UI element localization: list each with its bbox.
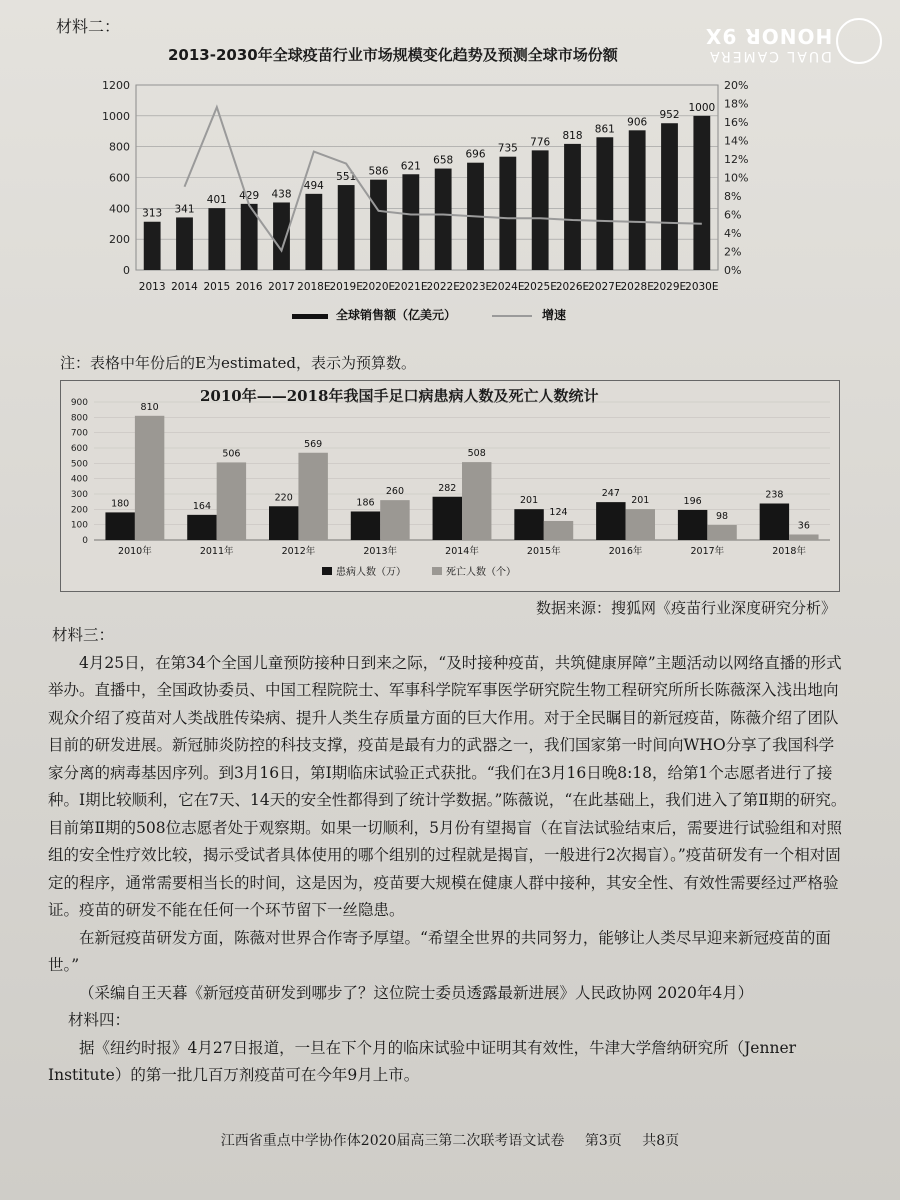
chart2-bar-deaths bbox=[462, 462, 491, 540]
chart1-data-label: 438 bbox=[271, 188, 292, 201]
chart1-legend-label-sales: 全球销售额（亿美元） bbox=[336, 308, 457, 322]
chart1-data-label: 586 bbox=[368, 165, 389, 178]
body-text bbox=[48, 622, 848, 1090]
chart1-title: 2013-2030年全球疫苗行业市场规模变化趋势及预测全球市场份额 bbox=[168, 46, 618, 64]
chart2-bar-deaths bbox=[380, 500, 409, 540]
chart2-data-label-cases: 220 bbox=[274, 492, 293, 504]
chart2-data-label-deaths: 36 bbox=[797, 520, 810, 532]
chart1-data-label: 906 bbox=[627, 116, 648, 129]
chart2-y-tick: 600 bbox=[70, 444, 88, 454]
page-total: 共8页 bbox=[642, 1133, 680, 1149]
chart1-y2-tick: 4% bbox=[724, 227, 742, 240]
chart1-y2-tick: 2% bbox=[724, 245, 742, 259]
chart2-bar-deaths bbox=[217, 462, 246, 540]
material-2-label: 材料二： bbox=[56, 17, 121, 36]
chart2-bar-cases bbox=[105, 512, 134, 540]
chart2-data-label-deaths: 506 bbox=[222, 448, 241, 460]
chart1-bar bbox=[435, 169, 452, 270]
chart1-x-tick: 2030E bbox=[685, 281, 719, 293]
chart1-data-label: 1000 bbox=[688, 101, 716, 114]
camera-logo-icon bbox=[836, 18, 882, 64]
chart1-bar bbox=[661, 123, 678, 270]
chart2-x-tick: 2011年 bbox=[199, 546, 234, 557]
chart2-data-label-cases: 180 bbox=[111, 498, 130, 510]
chart1-data-label: 341 bbox=[174, 203, 195, 216]
chart2-bar-deaths bbox=[789, 534, 818, 540]
chart2-y-tick: 700 bbox=[70, 428, 88, 439]
citation: （采编自王天暮《新冠疫苗研发到哪步了？这位院士委员透露最新进展》人民政协网 2020年4月） bbox=[79, 983, 754, 1002]
chart2-bar-cases bbox=[760, 504, 789, 540]
chart1-x-tick: 2025E bbox=[523, 281, 557, 293]
chart2-legend-label-deaths: 死亡人数（个） bbox=[446, 567, 516, 578]
chart2-bar-deaths bbox=[298, 453, 327, 540]
chart2-svg bbox=[60, 380, 838, 590]
chart1-data-label: 658 bbox=[433, 154, 454, 167]
chart1-x-tick: 2013 bbox=[138, 281, 166, 293]
chart2-y-tick: 500 bbox=[70, 459, 88, 470]
chart2-x-tick: 2012年 bbox=[281, 546, 316, 557]
chart2-data-label-cases: 186 bbox=[356, 497, 375, 509]
chart1-bar bbox=[176, 217, 193, 270]
chart1-data-label: 551 bbox=[336, 171, 357, 184]
chart1-y-tick: 0 bbox=[123, 264, 130, 277]
chart2-y-tick: 0 bbox=[82, 536, 88, 546]
chart1-x-tick: 2029E bbox=[652, 281, 687, 293]
chart1-y2-tick: 20% bbox=[724, 79, 749, 92]
chart1-bar bbox=[144, 222, 161, 270]
chart2-data-label-deaths: 201 bbox=[631, 495, 650, 507]
chart1-data-label: 776 bbox=[530, 136, 551, 149]
chart2-x-tick: 2016年 bbox=[608, 546, 643, 557]
chart1-bar bbox=[499, 157, 516, 270]
chart1-bar bbox=[402, 174, 419, 270]
chart2-data-label-cases: 282 bbox=[438, 482, 457, 494]
chart1-y-tick: 1000 bbox=[102, 109, 130, 123]
chart2-bar-deaths bbox=[135, 416, 164, 540]
chart1-x-tick: 2018E bbox=[297, 281, 331, 293]
chart2-data-label-cases: 201 bbox=[519, 495, 539, 507]
chart1-y2-tick: 12% bbox=[724, 153, 749, 166]
chart2-y-tick: 800 bbox=[70, 413, 88, 424]
chart2-x-tick: 2017年 bbox=[690, 546, 725, 557]
chart2-x-tick: 2015年 bbox=[526, 546, 561, 557]
chart2-title: 2010年——2018年我国手足口病患病人数及死亡人数统计 bbox=[200, 387, 599, 405]
chart1-note: 注：表格中年份后的E为estimated，表示为预算数。 bbox=[60, 354, 417, 372]
chart2-x-tick: 2010年 bbox=[118, 546, 152, 557]
chart2-bar-cases bbox=[514, 509, 543, 540]
chart1-data-label: 861 bbox=[594, 123, 615, 136]
chart2-legend-label-cases: 患病人数（万） bbox=[336, 567, 406, 578]
chart1-x-tick: 2015 bbox=[203, 281, 231, 293]
chart1-data-label: 735 bbox=[497, 142, 518, 155]
chart2-x-tick: 2013年 bbox=[363, 546, 398, 557]
chart1-x-tick: 2028E bbox=[620, 281, 654, 293]
chart2-data-label-cases: 247 bbox=[601, 488, 620, 500]
chart1-x-tick: 2023E bbox=[458, 281, 493, 293]
chart1-bar bbox=[338, 185, 355, 270]
chart2-bar-cases bbox=[433, 497, 462, 540]
chart2-legend-swatch-cases bbox=[322, 567, 332, 575]
chart1-data-label: 818 bbox=[562, 129, 583, 142]
chart1-x-tick: 2017 bbox=[268, 281, 295, 293]
chart2-bar-cases bbox=[187, 515, 216, 540]
chart1-y2-tick: 10% bbox=[724, 171, 749, 185]
chart1-y-tick: 800 bbox=[109, 140, 130, 154]
chart1-x-tick: 2026E bbox=[555, 281, 590, 293]
chart2-bar-cases bbox=[351, 511, 380, 540]
chart2-y-tick: 300 bbox=[70, 490, 88, 500]
chart1-y-tick: 400 bbox=[109, 202, 130, 216]
chart1-x-tick: 2016 bbox=[235, 281, 263, 293]
data-source: 数据来源：搜狐网《疫苗行业深度研究分析》 bbox=[535, 599, 836, 617]
exam-name: 江西省重点中学协作体2020届高三第二次联考语文试卷 bbox=[220, 1133, 565, 1149]
page-footer bbox=[0, 1130, 900, 1150]
chart1-data-label: 313 bbox=[142, 207, 163, 220]
camera-watermark-line1: HONOR 9X bbox=[704, 24, 832, 48]
chart1-bar bbox=[208, 208, 225, 270]
chart1-y2-tick: 8% bbox=[724, 190, 742, 203]
chart2-data-label-deaths: 98 bbox=[716, 510, 729, 522]
page-number: 第3页 bbox=[584, 1133, 622, 1149]
chart2-bar-cases bbox=[596, 502, 625, 540]
chart1-data-label: 696 bbox=[465, 148, 486, 161]
chart1-y-tick: 1200 bbox=[102, 79, 130, 92]
paragraph-2: 在新冠疫苗研发方面，陈薇对世界合作寄予厚望。“希望全世界的共同努力，能够让人类尽早迎来新冠疫苗的面世。” bbox=[48, 928, 831, 974]
chart2-data-label-cases: 164 bbox=[192, 500, 212, 512]
chart1-bar bbox=[532, 150, 549, 270]
chart1-data-label: 621 bbox=[400, 160, 421, 173]
chart2-y-tick: 400 bbox=[70, 474, 88, 485]
chart2-bar-deaths bbox=[544, 521, 573, 540]
chart1-bar bbox=[693, 116, 710, 270]
chart1-x-tick: 2014 bbox=[171, 281, 198, 293]
chart1-bar bbox=[564, 144, 581, 270]
camera-watermark-line2: DUAL CAMERA bbox=[708, 48, 832, 64]
chart1-bar bbox=[596, 137, 613, 270]
chart1-bar bbox=[273, 202, 290, 270]
material-4-label: 材料四： bbox=[68, 1011, 131, 1029]
chart2-x-tick: 2018年 bbox=[772, 546, 806, 557]
chart1-legend-swatch-sales bbox=[292, 314, 328, 319]
chart1-y2-tick: 16% bbox=[724, 116, 749, 129]
chart2-bar-deaths bbox=[626, 509, 655, 540]
chart1-y-tick: 200 bbox=[109, 233, 130, 247]
chart1-data-label: 429 bbox=[239, 189, 260, 202]
chart1-y2-tick: 14% bbox=[724, 134, 749, 148]
chart1-y2-tick: 18% bbox=[724, 97, 749, 111]
chart2-bar-cases bbox=[269, 506, 298, 540]
chart1-x-tick: 2021E bbox=[394, 281, 428, 293]
chart2-data-label-deaths: 508 bbox=[467, 448, 486, 460]
chart1-data-label: 494 bbox=[303, 179, 324, 192]
chart1-y-tick: 600 bbox=[109, 171, 130, 185]
chart1-x-tick: 2022E bbox=[426, 281, 460, 293]
chart1-svg bbox=[96, 40, 796, 340]
chart2-y-tick: 100 bbox=[70, 520, 88, 531]
chart1-x-tick: 2020E bbox=[361, 281, 396, 293]
chart2-data-label-cases: 238 bbox=[765, 489, 784, 501]
chart1-data-label: 401 bbox=[206, 194, 227, 207]
chart2-bar-cases bbox=[678, 510, 707, 540]
chart2-x-tick: 2014年 bbox=[445, 546, 479, 557]
chart1-y2-tick: 6% bbox=[724, 208, 742, 222]
chart2-data-label-cases: 196 bbox=[683, 495, 702, 507]
chart2-data-label-deaths: 810 bbox=[140, 401, 159, 413]
chart2-data-label-deaths: 124 bbox=[549, 506, 568, 518]
chart1-x-tick: 2027E bbox=[588, 281, 622, 293]
chart2-legend-swatch-deaths bbox=[432, 567, 442, 575]
chart2-y-tick: 200 bbox=[70, 505, 88, 516]
chart1-x-tick: 2019E bbox=[329, 281, 363, 293]
chart1-y2-tick: 0% bbox=[724, 264, 742, 277]
chart1-bar bbox=[370, 180, 387, 270]
chart2-data-label-deaths: 260 bbox=[385, 486, 405, 498]
chart1-bar bbox=[305, 194, 322, 270]
chart2-data-label-deaths: 569 bbox=[304, 438, 323, 450]
material-4-text: 据《纽约时报》4月27日报道，一旦在下个月的临床试验中证明其有效性，牛津大学詹纳研究所（Jenner Institute）的第一批几百万剂疫苗可在今年9月上市。 bbox=[48, 1038, 797, 1084]
chart2-bar-deaths bbox=[707, 525, 736, 540]
chart1-data-label: 952 bbox=[659, 109, 680, 122]
paragraph-1: 4月25日，在第34个全国儿童预防接种日到来之际，“及时接种疫苗，共筑健康屏障”主题活动以网络直播的形式举办。直播中，全国政协委员、中国工程院院士、军事科学院军事医学研究院生物工程研究所所长陈薇深入浅出地向观众介绍了疫苗对人类战胜传染病、提升人类生存质量方面的巨大作用。对于全民瞩目的新冠疫苗，陈薇介绍了团队目前的研发进展。新冠肺炎防控的科技支撑，疫苗是最有力的武器之一，我们国家第一时间向WHO分享了我国科学家分离的病毒基因序列。到3月16日，第Ⅰ期临床试验正式获批。“我们在3月16日晚8:18，给第1个志愿者进行了接种。Ⅰ期比较顺利，它在7天、14天的安全性都得到了统计学数据。”陈薇说，“在此基础上，我们进入了第Ⅱ期的研究。目前第Ⅱ期的508位志愿者处于观察期。如果一切顺利，5月份有望揭盲（在盲法试验结束后，需要进行试验组和对照组的安全性疗效比较，揭示受试者具体使用的哪个组别的过程就是揭盲，一般进行2次揭盲）。”疫苗研发有一个相对固定的程序，通常需要相当长的时间，这是因为，疫苗要大规模在健康人群中接种，其安全性、有效性需要经过严格验证。疫苗的研发不能在任何一个环节留下一丝隐患。 bbox=[48, 653, 847, 919]
chart2-y-tick: 900 bbox=[70, 398, 88, 408]
material-3-label: 材料三： bbox=[52, 626, 115, 644]
chart1-x-tick: 2024E bbox=[491, 281, 525, 293]
chart1-legend-label-growth: 增速 bbox=[542, 308, 567, 322]
chart1-bar bbox=[629, 130, 646, 270]
